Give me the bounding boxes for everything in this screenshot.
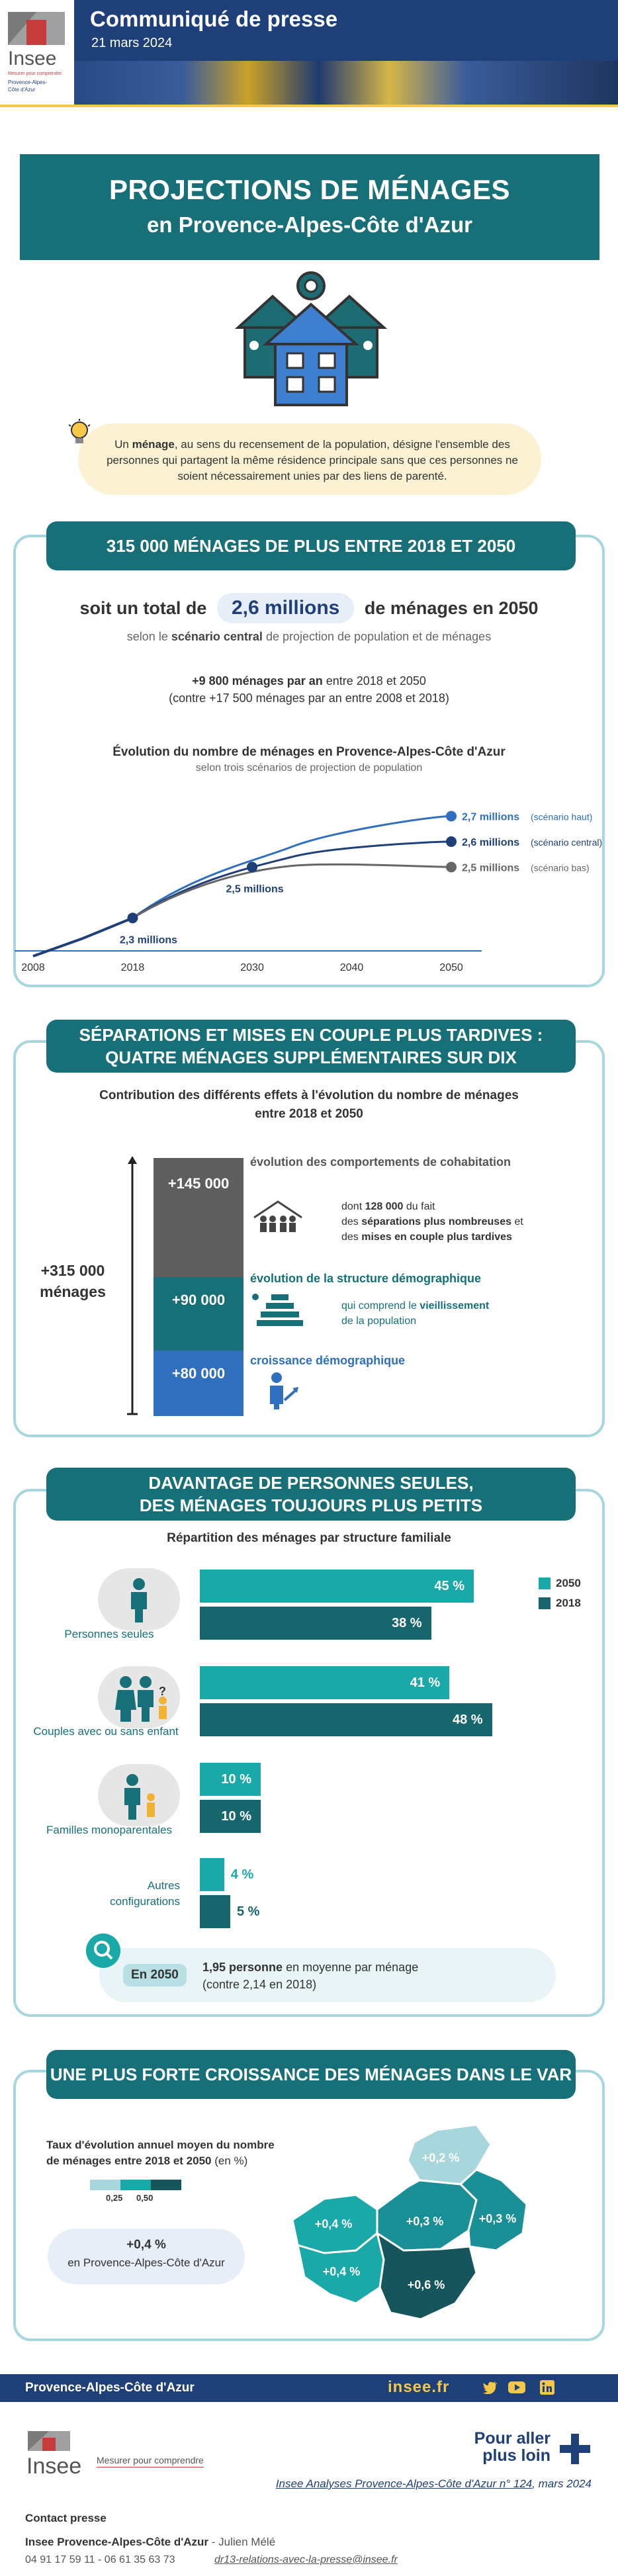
logo-region-1: Provence-Alpes- <box>8 79 48 85</box>
definition-text: Un ménage, au sens du recensement de la population, désigne l'ensemble des personnes qui partagent la même résidence principale sans que ces personnes ne soient nécessairement unies par des liens de parenté. <box>107 438 518 482</box>
further-reading-title: Pour aller plus loin <box>474 2429 551 2465</box>
x-tick-2030: 2030 <box>240 962 264 973</box>
region-rate-value: +0,4 % <box>126 2238 166 2252</box>
effect-cohabitation-title: évolution des comportements de cohabitation <box>250 1155 511 1169</box>
map-value-hautes-alpes: +0,2 % <box>421 2151 460 2164</box>
bar-label-1-2050: 41 % <box>410 1675 441 1690</box>
map-value-ahp: +0,3 % <box>406 2215 444 2228</box>
category-label-couples: Couples avec ou sans enfant <box>33 1725 179 1738</box>
svg-text:?: ? <box>159 1685 166 1698</box>
bar-label-3-2018: 5 % <box>237 1904 260 1919</box>
series-name-label-0: (scénario haut) <box>531 811 593 822</box>
section-family-banner: DAVANTAGE DE PERSONNES SEULES, DES MÉNAGES TOUJOURS PLUS PETITS <box>46 1468 576 1521</box>
map-value-alpes-maritimes: +0,3 % <box>478 2212 517 2225</box>
section-var-banner: UNE PLUS FORTE CROISSANCE DES MÉNAGES DANS LE VAR <box>46 2050 576 2099</box>
category-label-single-parent: Familles monoparentales <box>46 1824 172 1836</box>
effect-cohabitation-detail: dont 128 000 du fait des séparations plus nombreuses et des mises en couple plus tardives <box>341 1201 523 1243</box>
effect-demography-title: évolution de la structure démographique <box>250 1272 482 1285</box>
annotation-label-1: 2,5 millions <box>226 883 284 895</box>
series-value-label-0: 2,7 millions <box>462 811 520 823</box>
logo-region-2: Côte d'Azur <box>8 87 36 93</box>
total-increase: +315 000 ménages <box>40 1262 106 1300</box>
bar-3-2018 <box>200 1895 260 1928</box>
logo-tagline: Mesurer pour comprendre <box>8 71 62 76</box>
footer-logo-wordmark: Insee <box>26 2454 82 2479</box>
footer-logo-tagline: Mesurer pour comprendre <box>97 2455 204 2467</box>
section-growth-banner: 315 000 MÉNAGES DE PLUS ENTRE 2018 ET 2050 <box>46 521 576 570</box>
series-value-label-1: 2,6 millions <box>462 836 520 848</box>
bar-label-0-2050: 45 % <box>434 1579 464 1593</box>
footer-site-link[interactable]: insee.fr <box>388 2378 450 2396</box>
map-value-var: +0,6 % <box>407 2278 445 2291</box>
effect-population-title: croissance démographique <box>250 1354 406 1367</box>
contact-title: Contact presse <box>25 2512 107 2524</box>
map-legend-mid <box>120 2180 151 2190</box>
bar-0-2050 <box>200 1570 474 1603</box>
x-tick-2050: 2050 <box>439 962 463 973</box>
average-size-text: 1,95 personne en moyenne par ménage (contre 2,14 en 2018) <box>202 1961 419 1991</box>
series-value-label-2: 2,5 millions <box>462 862 520 874</box>
map-legend-high <box>151 2180 181 2190</box>
contact-email-link[interactable]: dr13-relations-avec-la-presse@insee.fr <box>214 2554 398 2565</box>
category-label-single: Personnes seules <box>64 1628 154 1640</box>
youtube-icon[interactable] <box>508 2381 525 2394</box>
section-cohabitation-banner: SÉPARATIONS ET MISES EN COUPLE PLUS TARDIVES : QUATRE MÉNAGES SUPPLÉMENTAIRES SUR DIX <box>46 1020 576 1073</box>
contact-person: Insee Provence-Alpes-Côte d'Azur - Julien Mélé <box>25 2536 276 2548</box>
publication-date: 21 mars 2024 <box>91 36 173 50</box>
map-value-bdr: +0,4 % <box>322 2265 361 2278</box>
map-value-vaucluse: +0,4 % <box>314 2217 353 2231</box>
bar-label-3-2050: 4 % <box>230 1867 254 1882</box>
twitter-icon[interactable] <box>483 2381 498 2394</box>
stack-chart-title: Contribution des différents effets à l'évolution du nombre de ménages entre 2018 et 2050 <box>99 1088 519 1121</box>
stack-segment-label-2: +80 000 <box>171 1364 226 1382</box>
map-title: Taux d'évolution annuel moyen du nombre de ménages entre 2018 et 2050 (en %) <box>46 2139 275 2167</box>
publication-link[interactable]: Insee Analyses Provence-Alpes-Côte d'Azur n° 124 <box>275 2477 533 2490</box>
x-tick-2040: 2040 <box>339 962 364 973</box>
linkedin-icon[interactable] <box>540 2380 554 2395</box>
annual-growth: +9 800 ménages par an entre 2018 et 2050 (contre +17 500 ménages par an entre 2008 et 2018) <box>169 674 449 705</box>
region-rate-label: en Provence-Alpes-Côte d'Azur <box>67 2256 225 2269</box>
total-households: soit un total de 2,6 millions de ménages en 2050 <box>0 593 618 623</box>
map-legend-tick-1: 0,25 <box>106 2193 123 2203</box>
bar-label-0-2018: 38 % <box>392 1616 422 1630</box>
line-chart-title: Évolution du nombre de ménages en Provence-Alpes-Côte d'Azur <box>112 745 506 759</box>
bar-label-2-2018: 10 % <box>221 1809 251 1824</box>
map-legend-low <box>90 2180 120 2190</box>
series-name-label-1: (scénario central) <box>531 836 603 848</box>
map-legend-tick-2: 0,50 <box>136 2193 154 2203</box>
logo-wordmark: Insee <box>8 48 57 69</box>
stack-segment-label-1: +90 000 <box>171 1291 226 1308</box>
series-name-label-2: (scénario bas) <box>531 862 590 873</box>
annotation-label-0: 2,3 millions <box>119 934 178 946</box>
main-subtitle: en Provence-Alpes-Côte d'Azur <box>147 212 472 237</box>
publication-reference: Insee Analyses Provence-Alpes-Côte d'Azur n° 124, mars 2024 <box>275 2477 592 2490</box>
category-label-other: Autres configurations <box>110 1879 180 1908</box>
plus-icon <box>558 2432 592 2465</box>
contact-phone: 04 91 17 59 11 - 06 61 35 63 73 <box>25 2554 175 2565</box>
effect-demography-detail: qui comprend le vieillissement de la population <box>341 1300 490 1327</box>
bar-1-2050 <box>200 1666 449 1699</box>
bar-3-2050 <box>200 1858 254 1891</box>
total-value: 2,6 millions <box>217 593 354 623</box>
bar-1-2018 <box>200 1703 492 1736</box>
region-rate-box <box>48 2229 245 2284</box>
bar-2-2018 <box>200 1800 261 1833</box>
family-chart-title: Répartition des ménages par structure familiale <box>167 1531 451 1545</box>
average-size-year: En 2050 <box>123 1964 187 1986</box>
legend-label-2018: 2018 <box>556 1597 581 1609</box>
x-tick-2008: 2008 <box>21 962 45 973</box>
bar-2-2050 <box>200 1763 261 1796</box>
page-title: Communiqué de presse <box>90 7 338 31</box>
bar-label-2-2050: 10 % <box>221 1772 251 1787</box>
footer-region: Provence-Alpes-Côte d'Azur <box>25 2381 195 2395</box>
department-map <box>278 2121 543 2334</box>
x-tick-2018: 2018 <box>120 962 145 973</box>
scenario-note: selon le scénario central de projection de population et de ménages <box>126 630 492 643</box>
bar-label-1-2018: 48 % <box>453 1712 483 1727</box>
bar-0-2018 <box>200 1607 431 1640</box>
legend-label-2050: 2050 <box>556 1577 581 1589</box>
main-title: PROJECTIONS DE MÉNAGES <box>109 174 511 205</box>
magnifier-icon <box>85 1932 122 1969</box>
stack-segment-label-0: +145 000 <box>167 1175 230 1192</box>
line-chart-subtitle: selon trois scénarios de projection de population <box>195 762 423 774</box>
